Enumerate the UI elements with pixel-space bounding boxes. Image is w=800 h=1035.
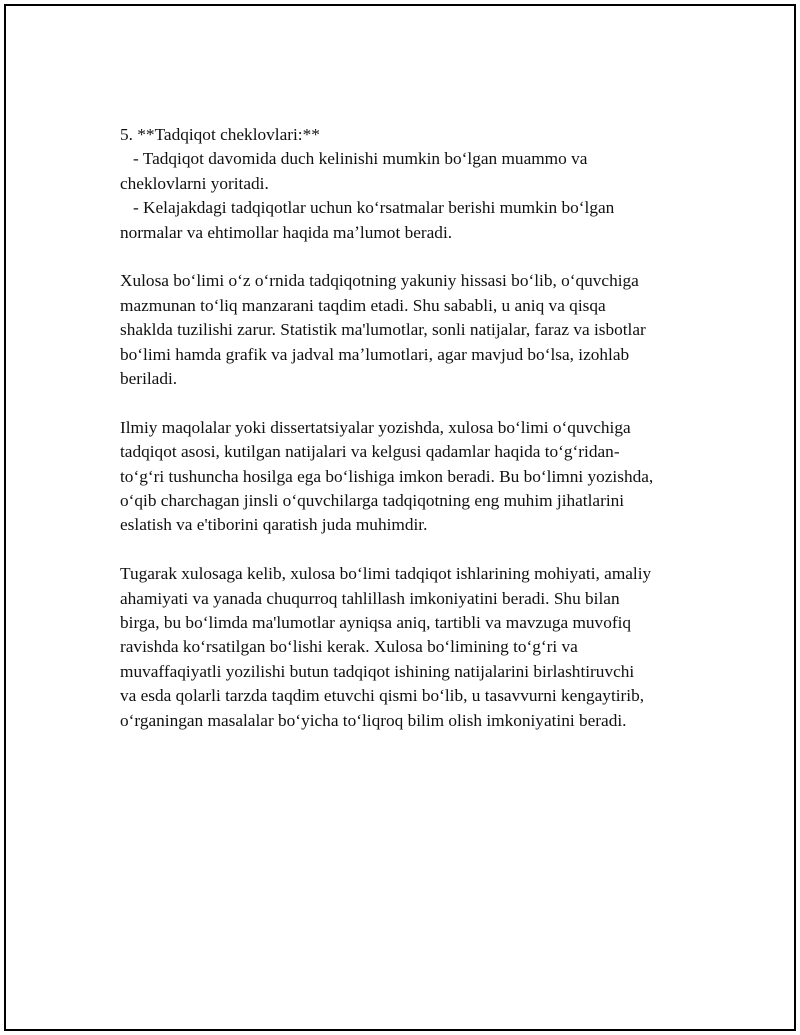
text-line: beriladi. [120, 369, 178, 389]
section-heading: 5. **Tadqiqot cheklovlari:** [120, 125, 320, 144]
text-line: - Kelajakdagi tadqiqotlar uchun koʻrsatmalar berishi mumkin boʻlgan [120, 198, 615, 218]
section-limitations [120, 123, 700, 245]
text-line: tadqiqot asosi, kutilgan natijalari va kelgusi qadamlar haqida toʻgʻridan- [120, 442, 620, 462]
text-line: muvaffaqiyatli yozilishi butun tadqiqot ishining natijalarini birlashtiruvchi [120, 661, 635, 681]
text-line: - Tadqiqot davomida duch kelinishi mumkin boʻlgan muammo va [120, 149, 588, 169]
text-line: ravishda koʻrsatilgan boʻlishi kerak. Xulosa boʻlimining toʻgʻri va [120, 637, 578, 657]
text-line: oʻqib charchagan jinsli oʻquvchilarga tadqiqotning eng muhim jihatlarini [120, 491, 625, 511]
paragraph-2 [120, 416, 700, 538]
text-line: Ilmiy maqolalar yoki dissertatsiyalar yozishda, xulosa boʻlimi oʻquvchiga [120, 417, 631, 437]
text-line: Tugarak xulosaga kelib, xulosa boʻlimi tadqiqot ishlarining mohiyati, amaliy [120, 564, 652, 584]
text-line: mazmunan toʻliq manzarani taqdim etadi. Shu sababli, u aniq va qisqa [120, 295, 606, 315]
page-frame [4, 4, 796, 1031]
paragraph-3 [120, 562, 700, 733]
text-line: boʻlimi hamda grafik va jadval maʼlumotlari, agar mavjud boʻlsa, izohlab [120, 344, 630, 364]
paragraph-1 [120, 269, 700, 391]
text-line: eslatish va e'tiborini qaratish juda muhimdir. [120, 515, 428, 535]
text-line: normalar va ehtimollar haqida maʼlumot beradi. [120, 222, 453, 242]
text-line: ahamiyati va yanada chuqurroq tahlillash imkoniyatini beradi. Shu bilan [120, 588, 620, 608]
text-line: cheklovlarni yoritadi. [120, 173, 269, 193]
text-line: va esda qolarli tarzda taqdim etuvchi qismi boʻlib, u tasavvurni kengaytirib, [120, 686, 645, 706]
document-body [120, 123, 700, 758]
text-line: oʻrganingan masalalar boʻyicha toʻliqroq bilim olish imkoniyatini beradi. [120, 710, 627, 730]
text-line: toʻgʻri tushuncha hosilga ega boʻlishiga imkon beradi. Bu boʻlimni yozishda, [120, 466, 654, 486]
text-line: birga, bu boʻlimda ma'lumotlar ayniqsa aniq, tartibli va mavzuga muvofiq [120, 613, 632, 633]
text-line: Xulosa boʻlimi oʻz oʻrnida tadqiqotning yakuniy hissasi boʻlib, oʻquvchiga [120, 271, 639, 291]
text-line: shaklda tuzilishi zarur. Statistik ma'lumotlar, sonli natijalar, faraz va isbotlar [120, 320, 646, 340]
